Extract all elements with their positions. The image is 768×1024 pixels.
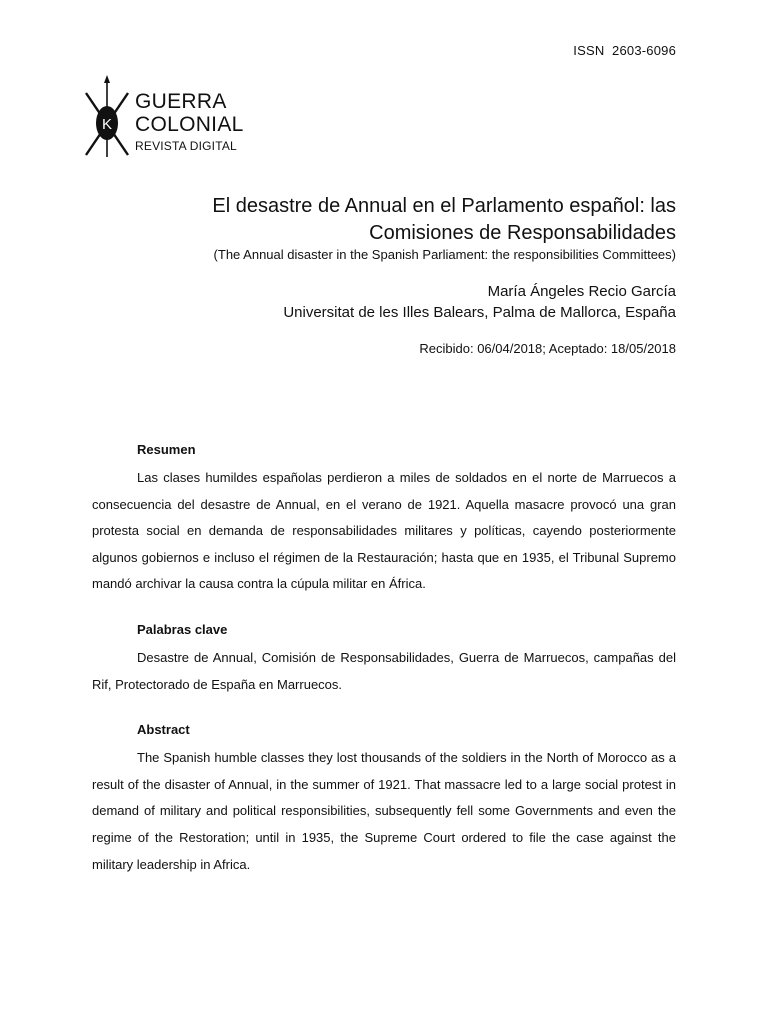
author-affiliation: Universitat de les Illes Balears, Palma de Mallorca, España [283, 304, 676, 321]
shield-spears-emblem-icon [80, 75, 134, 160]
issn-number: ISSN 2603-6096 [573, 43, 676, 58]
article-body [92, 442, 676, 902]
logo-line-guerra: GUERRA [135, 90, 227, 113]
emblem-letter: K [101, 116, 113, 133]
resumen-heading: Resumen [137, 442, 196, 457]
section-abstract [92, 722, 676, 878]
palabras-clave-heading: Palabras clave [137, 621, 228, 637]
article-title-line1: El desastre de Annual en el Parlamento español: las [212, 195, 676, 217]
journal-logo [80, 75, 260, 160]
section-resumen [92, 442, 676, 598]
article-dates: Recibido: 06/04/2018; Aceptado: 18/05/2018 [419, 341, 676, 356]
abstract-text: The Spanish humble classes they lost thousands of the soldiers in the North of Morocco as a result of the disaster of Annual, in the summer of 1921. That massacre led to a large social protest in demand of military and political responsibilities, subsequently fell some Governments and even the regime of the Restoration; until in 1935, the Supreme Court ordered to file the case against the military leadership in Africa. [92, 750, 676, 872]
article-header [116, 193, 676, 356]
logo-wordmark [135, 91, 244, 152]
logo-line-revista: REVISTA DIGITAL [135, 139, 237, 153]
article-author: María Ángeles Recio García [487, 283, 676, 300]
spear-tip-icon [104, 75, 110, 83]
palabras-clave-text: Desastre de Annual, Comisión de Responsabilidades, Guerra de Marruecos, campañas del Rif, Protectorado de España en Marruecos. [92, 649, 676, 692]
logo-line-colonial: COLONIAL [135, 113, 244, 136]
resumen-text: Las clases humildes españolas perdieron a miles de soldados en el norte de Marruecos a consecuencia del desastre de Annual, en el verano de 1921. Aquella masacre provocó una gran protesta social en demanda de responsabilidades militares y políticas, cayendo posteriormente algunos gobiernos e incluso el régimen de la Restauración; hasta que en 1935, el Tribunal Supremo mandó archivar la causa contra la cúpula militar en África. [92, 470, 676, 592]
section-palabras-clave [92, 622, 676, 698]
article-title-line2: Comisiones de Responsabilidades [369, 222, 676, 244]
article-title [116, 193, 676, 247]
abstract-heading: Abstract [137, 722, 190, 738]
article-subtitle: (The Annual disaster in the Spanish Parliament: the responsibilities Committees) [213, 247, 676, 262]
